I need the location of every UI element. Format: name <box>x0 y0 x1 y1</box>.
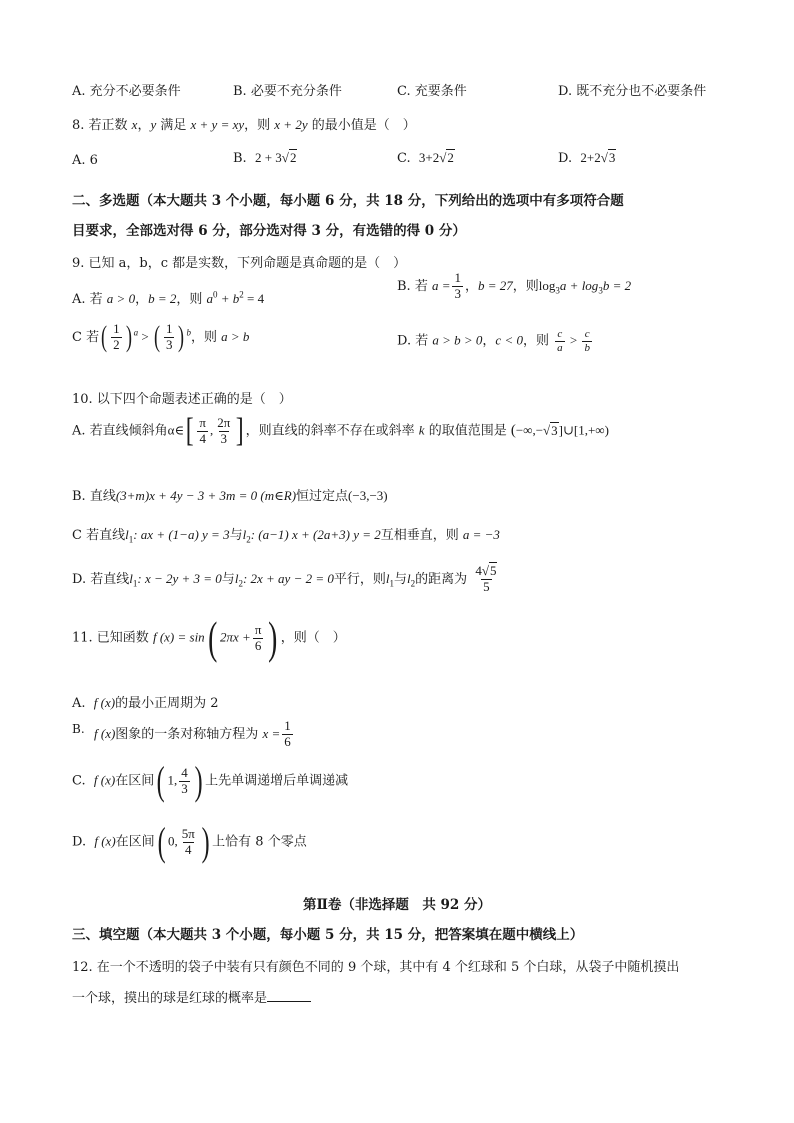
q9-option-d: D. 若 a > b > 0，c < 0，则 $\frac{c}{a}$ > $\frac{c}{b}$ <box>397 328 590 354</box>
q8-option-a: A. 6 <box>72 153 98 168</box>
q10-option-a: A. 若直线倾斜角α∈[ $\frac{\pi}{4}$ , $\frac{2\pi}{3}$ ] ，则直线的斜率不存在或斜率 k 的取值范围是 (−∞,−√3]∪[1,+∞) <box>72 412 609 449</box>
part2-heading: 第Ⅱ卷（非选择题 共 92 分） <box>302 897 492 913</box>
section2-heading-line1: 二、多选题（本大题共 3 个小题，每小题 6 分，共 18 分，下列给出的选项中有多项符合题 <box>72 193 624 209</box>
q7-option-a: A. 充分不必要条件 <box>72 84 181 99</box>
q7-option-b: B. 必要不充分条件 <box>233 84 342 99</box>
q11-stem: 11. 已知函数 f (x) = sin( 2πx + $\frac{\pi}{6}$ ) ，则（ ） <box>72 612 346 663</box>
section2-heading-line2: 目要求，全部选对得 6 分，部分选对得 3 分，有选错的得 0 分） <box>72 223 466 239</box>
q10-stem: 10. 以下四个命题表述正确的是（ ） <box>72 392 292 407</box>
q7-option-d: D. 既不充分也不必要条件 <box>558 84 707 99</box>
q7-option-c: C. 充要条件 <box>397 84 467 99</box>
q12-line1: 12. 在一个不透明的袋子中装有只有颜色不同的 9 个球，其中有 4 个红球和 5 个白球，从袋子中随机摸出 <box>72 960 680 975</box>
q8-stem: 8. 若正数 x，y 满足 x + y = xy，则 x + 2y 的最小值是（ ） <box>72 117 416 133</box>
q11-option-b: f (x)图象的一条对称轴方程为 x = $\frac{1}{6}$ <box>94 718 291 749</box>
q12-line2: 一个球，摸出的球是红球的概率是 <box>72 987 311 1006</box>
q10-option-c: C 若直线$l_1$: ax + (1−a) y = 3与$l_2$: (a−1) x + (2a+3) y = 2互相垂直，则 a = −3 <box>72 527 500 545</box>
q9-stem: 9. 已知 a，b，c 都是实数，下列命题是真命题的是（ ） <box>72 256 407 271</box>
q10-option-b: B. 直线(3+m)x + 4y − 3 + 3m = 0 (m∈R)恒过定点(−3,−3) <box>72 488 388 504</box>
q8-option-d: D. 2+2√3 <box>558 150 616 166</box>
q9-option-c: C 若( $\frac{1}{2}$ ) $^a$ > ( $\frac{1}{3}$ ) $^b$，则 a > b <box>72 320 250 354</box>
q8-option-c: C. 3+2√2 <box>397 150 454 166</box>
q10-option-d: D. 若直线$l_1$: x − 2y + 3 = 0与$l_2$: 2x + ay − 2 = 0平行，则$l_1$与$l_2$的距离为 $\frac{4√5}{5}$ <box>72 563 497 594</box>
answer-blank <box>267 989 311 1002</box>
q8-option-b: B. 2 + 3√2 <box>233 150 297 166</box>
q11-option-d: D. f (x)在区间( 0, $\frac{5\pi}{4}$ ) 上恰有 8 个零点 <box>72 819 307 864</box>
q11-option-b-label: B. <box>72 722 85 736</box>
q11-option-c: C. f (x)在区间( 1, $\frac{4}{3}$ ) 上先单调递增后单调递减 <box>72 758 349 803</box>
q9-option-b: B. 若 a = $\frac{1}{3}$ ，b = 27，则$\log_3a + \log_3b = 2$ <box>397 270 632 301</box>
q9-option-a: A. 若 a > 0，b = 2，则 $a^0 + b^2 = 4$ <box>72 289 265 307</box>
section3-heading: 三、填空题（本大题共 3 个小题，每小题 5 分，共 15 分，把答案填在题中横线上） <box>72 927 584 943</box>
q11-option-a: A. f (x)的最小正周期为 2 <box>72 695 219 711</box>
